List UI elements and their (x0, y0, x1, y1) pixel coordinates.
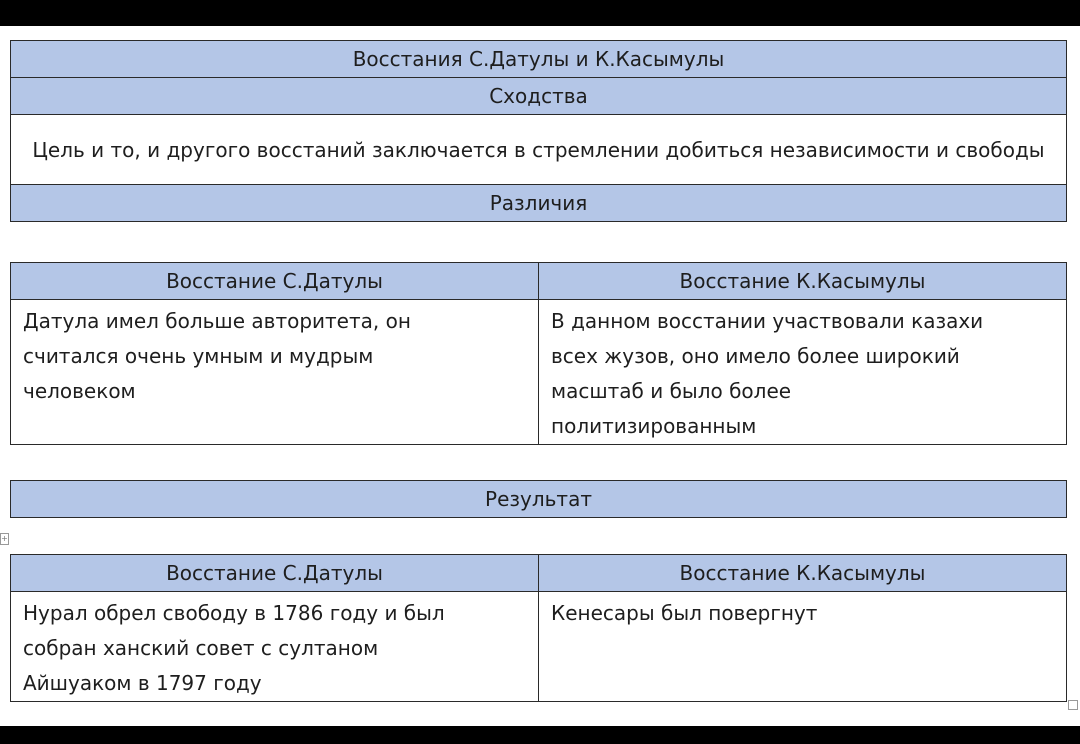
text-line: политизированным (551, 414, 757, 438)
similarities-header: Сходства (489, 84, 588, 108)
result-header-table (10, 480, 1067, 518)
column-label: Восстание С.Датулы (166, 269, 383, 293)
results-table (10, 554, 1067, 702)
result-header: Результат (485, 487, 592, 511)
column-label: Восстание К.Касымулы (679, 269, 926, 293)
results-right-cell (539, 592, 1067, 702)
text-line: Нурал обрел свободу в 1786 году и был (23, 601, 445, 625)
text-line: собран ханский совет с султаном (23, 636, 379, 660)
differences-right-cell (539, 300, 1067, 445)
document-page (0, 26, 1080, 726)
differences-col-right-header (539, 263, 1067, 300)
text-line: масштаб и было более (551, 379, 792, 403)
text-line: Кенесары был повергнут (551, 601, 818, 625)
result-header-cell (11, 481, 1067, 518)
results-left-cell (11, 592, 539, 702)
similarities-cell (11, 115, 1067, 185)
text-line: считался очень умным и мудрым (23, 344, 374, 368)
column-label: Восстание К.Касымулы (679, 561, 926, 585)
text-line: Айшуаком в 1797 году (23, 671, 262, 695)
similarities-text: Цель и то, и другого восстаний заключается в стремлении добиться независимости и свободы (32, 137, 1045, 162)
similarities-header-cell (11, 78, 1067, 115)
text-line: В данном восстании участвовали казахи (551, 309, 984, 333)
differences-left-cell (11, 300, 539, 445)
results-col-right-header (539, 555, 1067, 592)
table-title: Восстания С.Датулы и К.Касымулы (352, 47, 725, 71)
table-resize-handle-icon[interactable] (1068, 700, 1078, 710)
results-col-left-header (11, 555, 539, 592)
column-label: Восстание С.Датулы (166, 561, 383, 585)
differences-table (10, 262, 1067, 445)
text-line: человеком (23, 379, 136, 403)
table-title-cell (11, 41, 1067, 78)
summary-table (10, 40, 1067, 222)
differences-col-left-header (11, 263, 539, 300)
text-line: Датула имел больше авторитета, он (23, 309, 411, 333)
table-move-handle-icon[interactable]: + (1, 534, 8, 543)
differences-header-cell (11, 185, 1067, 222)
text-line: всех жузов, оно имело более широкий (551, 344, 960, 368)
differences-header: Различия (489, 191, 588, 215)
